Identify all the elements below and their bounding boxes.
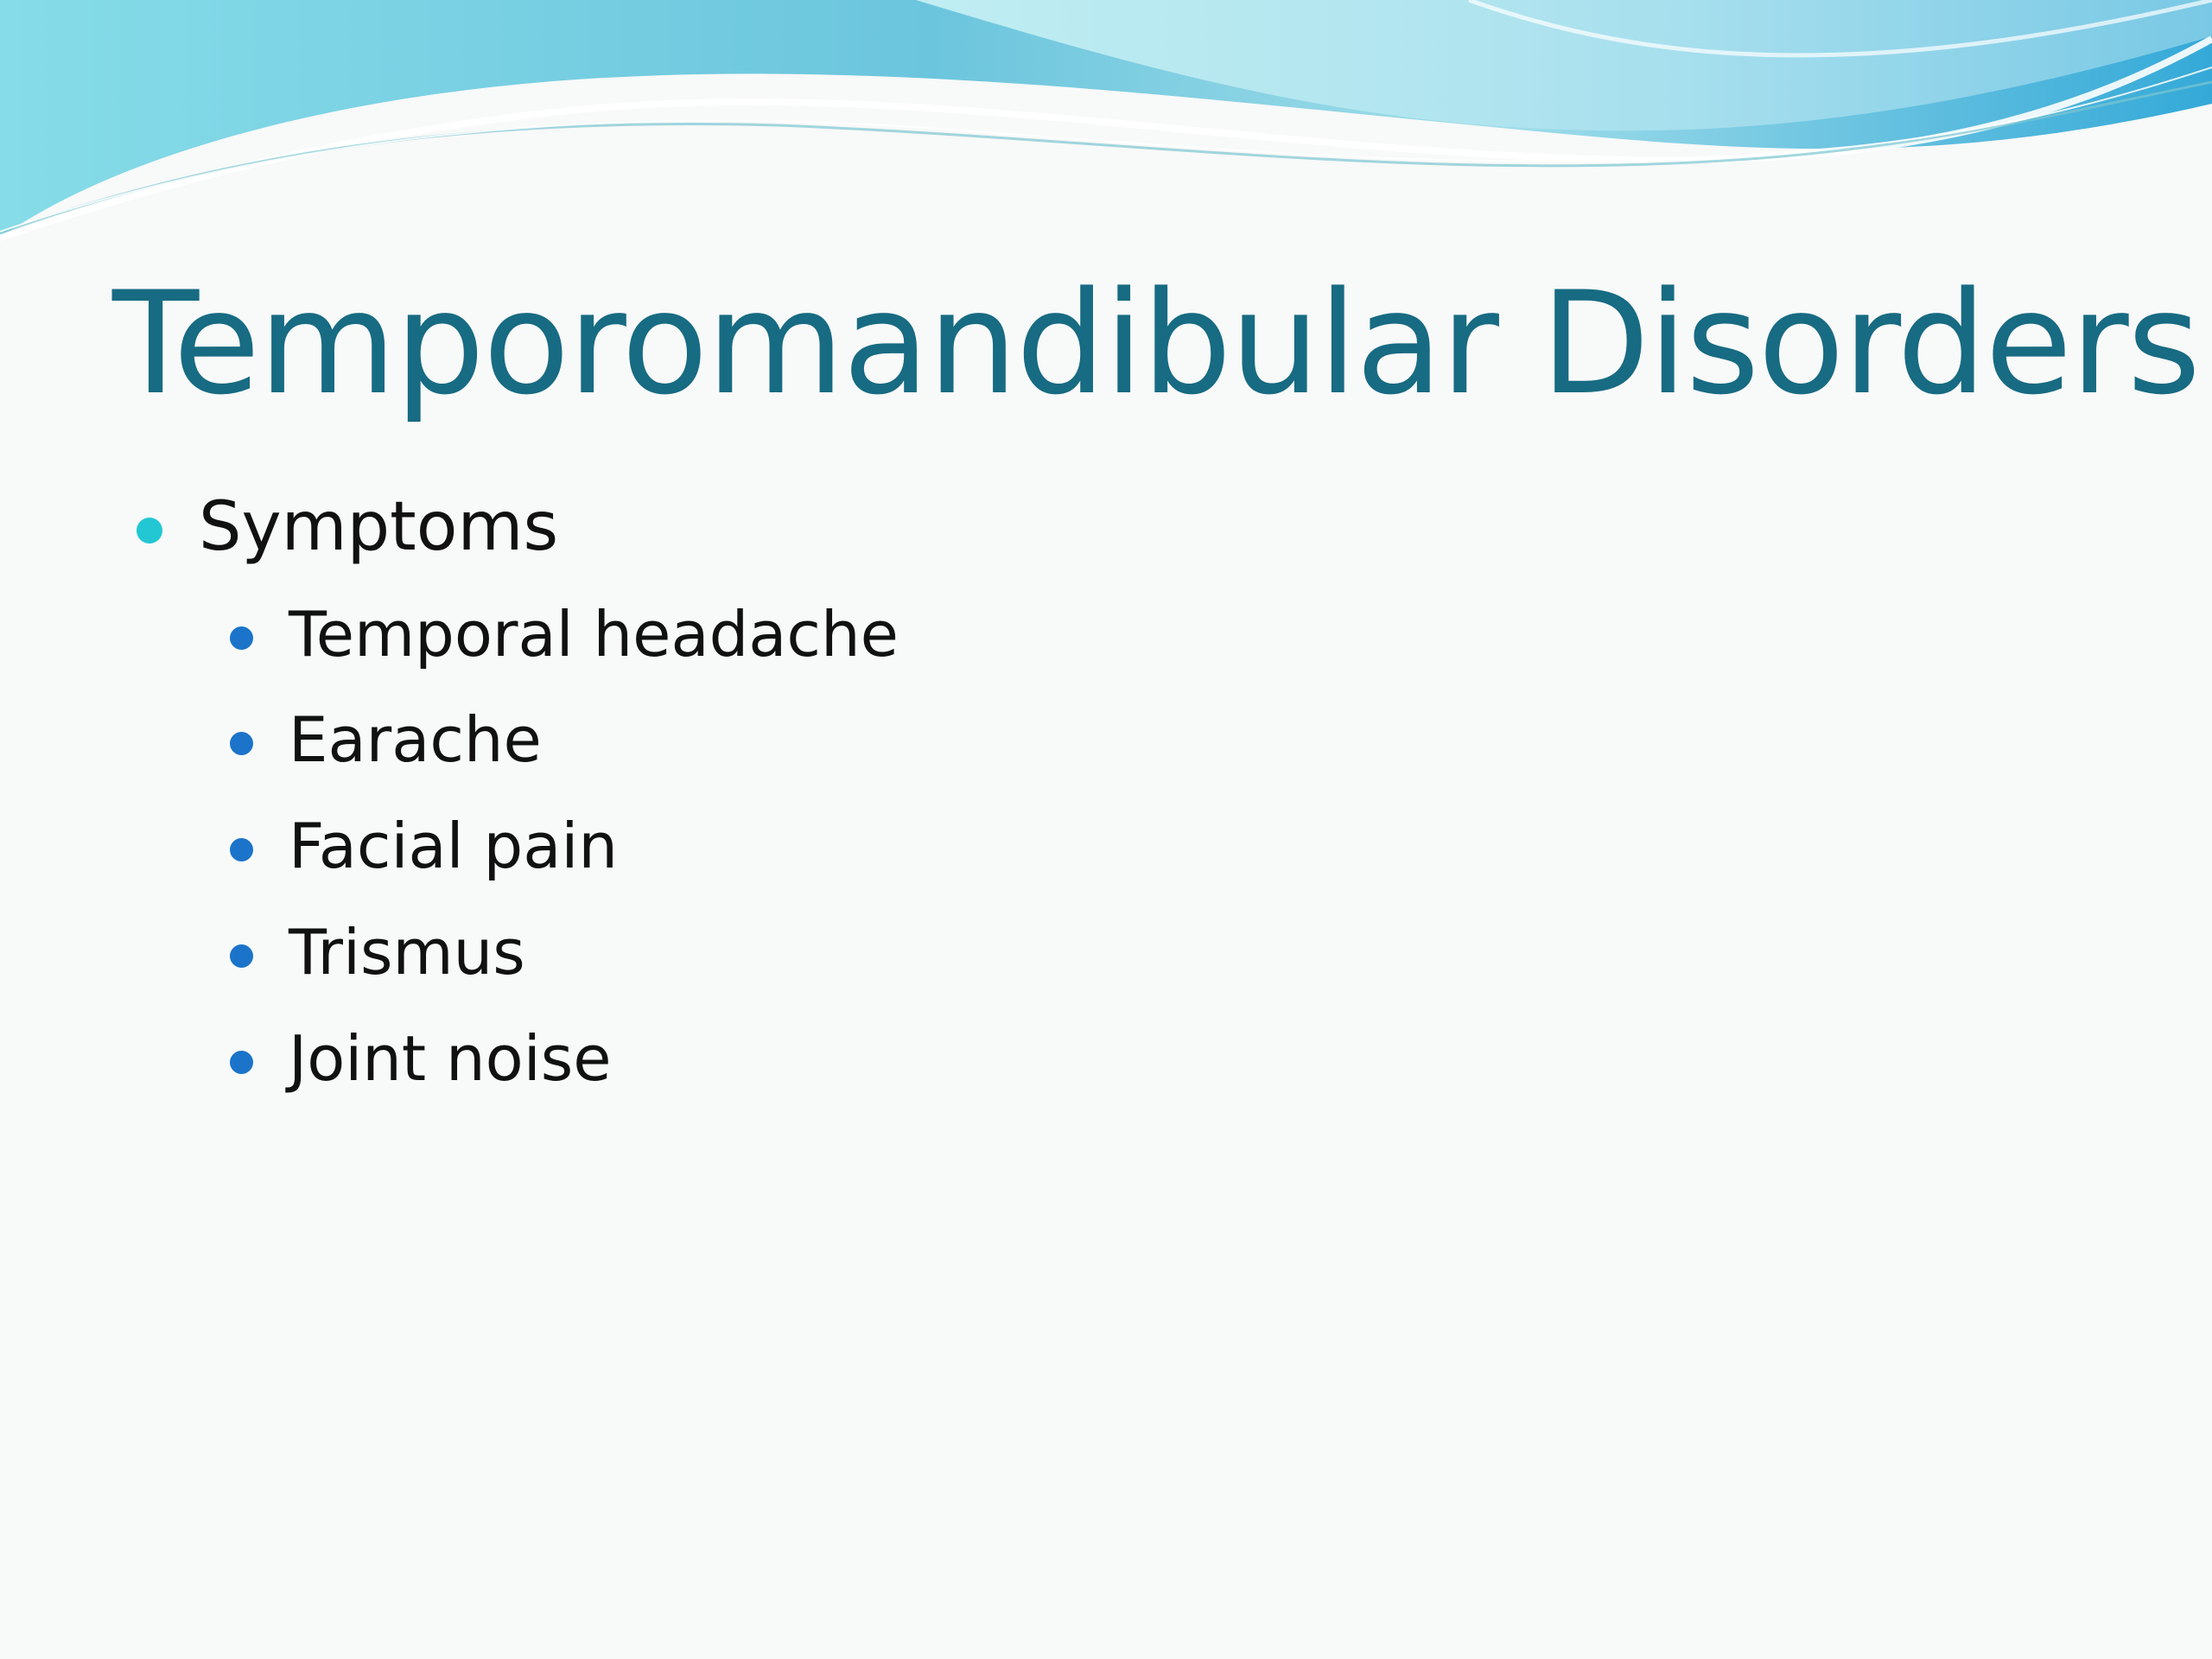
subbullet-text: Joint noise — [289, 1022, 612, 1095]
subbullet-icon — [230, 838, 253, 861]
subbullet-icon — [230, 626, 253, 650]
slide-title: Temporomandibular Disorders — [112, 261, 2200, 426]
subbullet-icon — [230, 732, 253, 755]
subbullet-text: Temporal headache — [289, 598, 899, 671]
subbullet-icon — [230, 1051, 253, 1074]
subbullet-text: Trismus — [289, 916, 525, 988]
subbullet-icon — [230, 944, 253, 968]
primary-bullet-text: Symptoms — [199, 488, 559, 566]
subbullet-text: Earache — [289, 703, 542, 776]
subbullet-text: Facial pain — [289, 810, 618, 882]
primary-bullet-icon — [137, 518, 162, 543]
header-wave — [0, 0, 2212, 259]
